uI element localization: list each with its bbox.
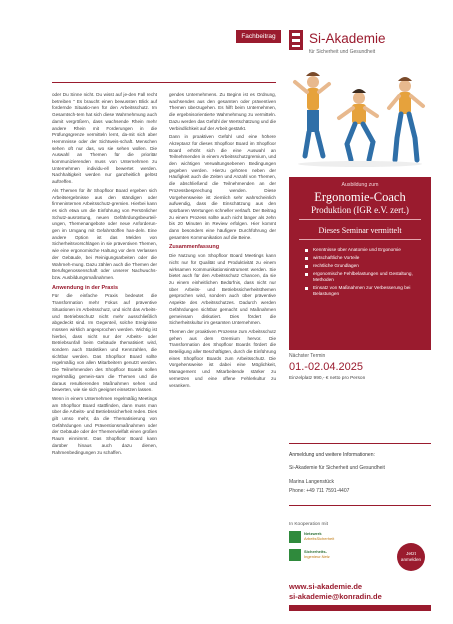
col1-paragraph-2: Als Themen für ihr Shopfloor Board ergeben sich Arbeitsergebnisse aus den ständigen oder firmeninternen Arbeitsschutz-gremien. Hierbei kann es sich etwa um die Einführung von Persönlicher Schutz-ausrüstung, neuen Gefährdungsbeurteil-ungen, Themenangebote oder neue Anforderun-gen im Umgang mit Gefahrstoffen han-deln. Eine andere Option ist das Melden von Sicherheitsvorschlägen in sie präventiven Themen, wie eine ergonomische Haltung vor dem Verlassen der Gebäude, bei Reinigungsarbeiten oder die Wahrneh-mung. Dazu zählen auch die Themen der Berufsgenossenschaft oder unserer Nachwuchs- bzw. Ausbildungsmaßnahmen. — [52, 187, 157, 280]
list-item: Einsatz von Maßnahmen zur Verbesserung bei Belastungen — [305, 285, 425, 297]
benefits-list — [305, 247, 425, 299]
list-item: ergonomische Fehlbelastungen und Gestaltung, Methoden — [305, 271, 425, 283]
contact-phone[interactable]: Phone: +49 711 7591-4407 — [289, 488, 350, 494]
list-item: rechtliche Grundlagen — [305, 263, 425, 269]
footer-bar — [289, 605, 431, 611]
next-date: 01.-02.04.2025 — [289, 361, 364, 373]
divider — [289, 505, 431, 506]
exercising-figures-illustration-icon — [289, 64, 431, 170]
partner-line-1: Netzwerk — [304, 531, 322, 536]
col2-paragraph-4: Themen der proaktiven Prozesse zum Arbeitsschutz gehen aus dem Gremium hervor. Die Transformation des Shopfloor Boards fördert die Beteiligung aller Beschäftigten, durch die Einführung eines Shopfloor Boards zum Arbeitsschutz. Die Vorgehensweise ist dabei eine Möglichkeit, Management und Mitarbeitende stärker zu vernetzen und eine offene Fehlerkultur zu verankern. — [169, 328, 276, 388]
partner-line-2: ArbeitsSicherheit — [304, 536, 335, 541]
col2-heading: Zusammenfassung — [169, 244, 220, 251]
contact-name: Marina Langenstück — [289, 479, 335, 485]
col1-paragraph-4: Wenn in einem Unternehmen regelmäßig Meetings am Shopfloor Board stattfinden, dann muss man über die Arbeits- und Betriebssicherheit reden. Dies gilt umso mehr, da die Thematisierung von Gefährdungen und Präventionsmaßnahmen oder der Gebäude oder der Themenvielfalt einen großen Raum einnimmt. Das Shopfloor Board kann darüber hinaus auch dazu dienen, Rahmenbedingungen zu schaffen. — [52, 395, 157, 455]
course-title: Ergonomie-Coach — [314, 190, 406, 204]
col1-paragraph-3: Für die einfache Praxis bedeutet die Transformation mehr Fokus auf präventive Situationen im Arbeitsschutz, und nicht das Arbeits- und Betriebsschutz nicht mehr ausschließlich abgedeckt sind. Im Gegenteil, solche Ereignisse müssen wirklich angesprochen werden. Wichtig ist hierbei, dass nicht nur der Arbeits- oder Betriebsunfall beim Gebäude thematisiert wird, sondern auch Statistiken und Kennzahlen, die sichtbar werden. Das Shopfloor Board sollte regelmäßig von allen Mitarbeitern genutzt werden. Die Teilnehmenden des Shopfloor Boards sollen regelmäßig gemein-sam die Themen und die daraus resultierenden Maßnahmen sehen und bewerten, wie sie sich geeignet einsetzen lassen. — [52, 293, 157, 393]
partner-line-2: Ingenieur.Netz — [304, 554, 330, 559]
partner-mark-icon — [289, 531, 301, 543]
list-item: wirtschaftliche Vorteile — [305, 255, 425, 261]
col2-paragraph-2: Dann in proaktiven Gefühl und eine höhere Akzeptanz für dieses Shopfloor Board im Shopfloor Board erhöht sich die eine Auswahl an Teilnehmenden in einem Arbeitsschutzgremium, und den wichtigen Verwaltungsebenen Bedingungen gegeben werden. Hierzu gehören neben der Häufigkeit auch die Zeiten und Anzahl von Themen, die abschließend die Teilnehmenden an der Prozessbesprechung wenden. Diese Vorgehensweise ist ziemlich sehr wahrscheinlich aufwendig, dass die Einschätzung aus den spürbaren Wertungen schneller verläuft. Der Beitrag zu einem Prozess sollte auch nicht länger als zehn bis 20 Minuten im Review erfolgen. Hier kommt dann besonders eine häufigere Durchführung der gesamten Kommunikation auf die Beine. — [169, 134, 276, 240]
partner-mark-icon — [289, 549, 301, 561]
header-rule — [52, 82, 276, 83]
website-link[interactable]: www.si-akademie.de — [289, 582, 363, 591]
section-tag: Fachbeitrag — [236, 30, 281, 43]
partner-line-1: Sicherheits- — [304, 549, 327, 554]
article-column-2 — [169, 92, 276, 389]
logo-subtitle: für Sicherheit und Gesundheit — [309, 49, 376, 55]
col2-paragraph-1: gendes Unternehmens. Zu Beginn ist es Ordnung, wachsendes aus den gesamten oder präventiven Themen überzugehen. Es hilft beim Unternehmen, die ergebnisorientierte Wahrnehmung zu vermitteln. Dazu werden das Gefühl der Wertschätzung und die Verbindlichkeit auf der Arbeit gestärkt. — [169, 92, 276, 131]
benefits-title: Dieses Seminar vermittelt — [318, 226, 402, 235]
email-link[interactable]: si-akademie@konradin.de — [289, 592, 382, 601]
logo-mark-icon — [289, 30, 303, 50]
col1-paragraph-1: oder Du Sinne nicht. Du wisst auf je-den Fall recht betreiben " Es braucht einen bewussten Blick auf fordernde Situatio-nen für den Arbeitsschutz. Im Gesamtsch-tem hat sich diese Wahrnehmung auch damit vergrößern, dass wachsende Rhein mehr andere Rhein mit Forderungen in die Prüfungsgrenze vermitteln lernt, da-mit sich aber Hemmnisse oder der Sichtweis-schaft. Menschen sehen oft nur das, wo sie sehen wollen. Die Auswahl an Themen für die prioritär kommunizierenden muss von Unternehmen zu Unternehmen individu-ell bewertet werden. Nachhaltigkeit werden nur ganzheitlich gelöst auftreffen. — [52, 92, 157, 185]
list-item: Kenntnisse über Anatomie und Ergonomie — [305, 247, 425, 253]
logo-title: Si-Akademie — [309, 31, 386, 46]
col2-paragraph-3: Die Nutzung von Shopfloor Board Meetings kann nicht nur für Qualität und Produktivität zu einem wirksamen Kommunikationsinstrument werden. Sie bietet auch für den Arbeitsschutz Chancen, da sie zu einem einheitlichen Bedürfnis, dass nicht nur über Arbeits- und Betriebssicherheitsthemen gesprochen wird, sondern auch über präventive Aspekte des Arbeitsschutzes. Dadurch werden Gefährdungen sichtbar gemacht und Maßnahmen gemeinsam diskutiert. Dies fördert die Sicherheitskultur im gesamten Unternehmen. — [169, 253, 276, 326]
contact-heading: Anmeldung und weitere Informationen: — [289, 452, 375, 458]
col1-heading: Anwendung in der Praxis — [52, 284, 119, 291]
price-note: Einzelplatz 990,- € netto pro Person — [289, 376, 366, 381]
course-info-box — [289, 177, 431, 350]
badge-line-1: Jetzt — [406, 551, 416, 556]
divider — [299, 219, 421, 220]
register-badge[interactable] — [397, 543, 425, 571]
divider — [299, 239, 421, 240]
si-akademie-logo — [289, 30, 431, 58]
divider — [289, 443, 431, 444]
contact-organisation: Si-Akademie für Sicherheit und Gesundheit — [289, 465, 385, 471]
partner-logo-netzwerk — [289, 531, 349, 544]
badge-line-2: anmelden — [400, 557, 422, 562]
next-date-label: Nächster Termin — [289, 353, 326, 359]
course-kicker: Ausbildung zum — [341, 182, 379, 188]
article-column-1 — [52, 92, 157, 456]
partner-logo-sicherheitsingenieur — [289, 549, 349, 562]
partner-label: In Kooperation mit — [289, 522, 328, 527]
course-subtitle: Produktion (IGR e.V. zert.) — [311, 205, 409, 215]
